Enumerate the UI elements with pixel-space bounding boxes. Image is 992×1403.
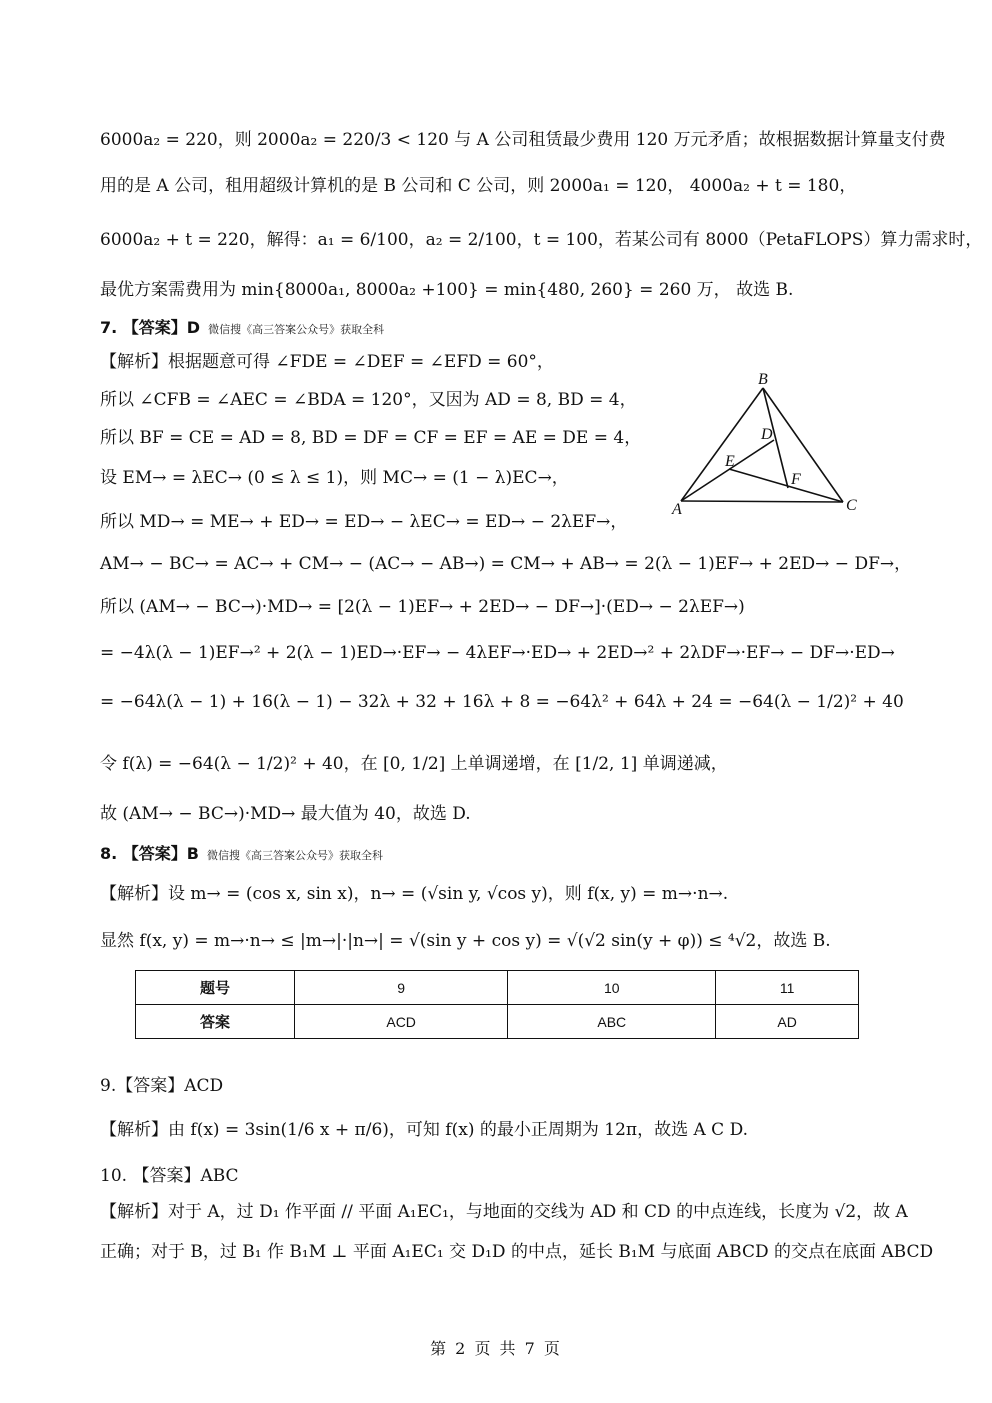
table-number-11: 11	[716, 971, 859, 1005]
text-line-2: 用的是 A 公司，租用超级计算机的是 B 公司和 C 公司，则 2000a₁ = 120， 4000a₂ + t = 180，	[100, 176, 857, 196]
q7-step-1: 【解析】根据题意可得 ∠FDE = ∠DEF = ∠EFD = 60°，	[100, 352, 554, 372]
q7-step-9: = −64λ(λ − 1) + 16(λ − 1) − 32λ + 32 + 16λ + 8 = −64λ² + 64λ + 24 = −64(λ − 1/2)² + 40	[100, 692, 904, 712]
q7-step-10: 令 f(λ) = −64(λ − 1/2)² + 40，在 [0, 1/2] 上单调递增，在 [1/2, 1] 单调递减，	[100, 754, 728, 774]
q8-step-2: 显然 f(x, y) = m→·n→ ≤ |m→|·|n→| = √(sin y + cos y) = √(√2 sin(y + φ)) ≤ ⁴√2，故选 B.	[100, 931, 831, 951]
q8-step-1: 【解析】设 m→ = (cos x, sin x)，n→ = (√sin y, √cos y)，则 f(x, y) = m→·n→.	[100, 884, 729, 904]
edge-bc	[763, 388, 843, 502]
table-answer-label: 答案	[136, 1005, 295, 1039]
label-b: B	[758, 371, 768, 388]
q7-step-4: 设 EM→ = λEC→ (0 ≤ λ ≤ 1)，则 MC→ = (1 − λ)EC→，	[100, 468, 569, 488]
q7-note: 微信搜《高三答案公众号》获取全科	[208, 323, 385, 336]
segment-ad	[681, 440, 774, 501]
q10-answer: 10. 【答案】ABC	[100, 1166, 239, 1186]
label-f: F	[791, 471, 801, 488]
label-c: C	[846, 497, 857, 514]
q7-step-8: = −4λ(λ − 1)EF→² + 2(λ − 1)ED→·EF→ − 4λEF→·ED→ + 2ED→² + 2λDF→·EF→ − DF→·ED→	[100, 643, 895, 663]
table-row	[136, 1005, 859, 1039]
text-line-3: 6000a₂ + t = 220，解得：a₁ = 6/100，a₂ = 2/100，t = 100，若某公司有 8000（PetaFLOPS）算力需求时，	[100, 230, 983, 250]
q10-step-1: 【解析】对于 A，过 D₁ 作平面 // 平面 A₁EC₁，与地面的交线为 AD 和 CD 的中点连线，长度为 √2，故 A	[100, 1202, 908, 1222]
table-number-9: 9	[295, 971, 508, 1005]
text-line-4: 最优方案需费用为 min{8000a₁, 8000a₂ +100} = min{480, 260} = 260 万， 故选 B.	[100, 280, 794, 300]
triangle-figure	[668, 368, 868, 518]
table-number-10: 10	[508, 971, 716, 1005]
table-row	[136, 971, 859, 1005]
page-footer: 第 2 页 共 7 页	[430, 1339, 562, 1358]
q9-answer: 9.【答案】ACD	[100, 1076, 224, 1096]
label-a: A	[672, 501, 682, 518]
q7-step-2: 所以 ∠CFB = ∠AEC = ∠BDA = 120°，又因为 AD = 8, BD = 4，	[100, 390, 637, 410]
label-d: D	[761, 426, 773, 443]
text-line-1: 6000a₂ = 220，则 2000a₂ = 220/3 < 120 与 A 公司租赁最少费用 120 万元矛盾；故根据数据计算量支付费	[100, 130, 946, 150]
q10-step-2: 正确；对于 B，过 B₁ 作 B₁M ⊥ 平面 A₁EC₁ 交 D₁D 的中点，延长 B₁M 与底面 ABCD 的交点在底面 ABCD	[100, 1242, 934, 1262]
q7-step-7: 所以 (AM→ − BC→)·MD→ = [2(λ − 1)EF→ + 2ED→ − DF→]·(ED→ − 2λEF→)	[100, 597, 745, 617]
segment-ec	[729, 469, 843, 502]
table-header-label: 题号	[136, 971, 295, 1005]
edge-ac	[681, 501, 843, 502]
answer-table	[135, 970, 859, 1039]
q7-step-11: 故 (AM→ − BC→)·MD→ 最大值为 40，故选 D.	[100, 804, 471, 824]
q8-answer: 8. 【答案】B	[100, 844, 199, 863]
table-answer-9: ACD	[295, 1005, 508, 1039]
q8-answer-line	[100, 842, 896, 868]
q7-step-3: 所以 BF = CE = AD = 8, BD = DF = CF = EF = AE = DE = 4，	[100, 428, 642, 448]
q7-step-6: AM→ − BC→ = AC→ + CM→ − (AC→ − AB→) = CM→ + AB→ = 2(λ − 1)EF→ + 2ED→ − DF→，	[100, 554, 912, 574]
table-answer-11: AD	[716, 1005, 859, 1039]
table-answer-10: ABC	[508, 1005, 716, 1039]
q8-note: 微信搜《高三答案公众号》获取全科	[206, 849, 383, 862]
label-e: E	[725, 453, 735, 470]
q7-answer: 7. 【答案】D	[100, 318, 201, 337]
q9-step-1: 【解析】由 f(x) = 3sin(1/6 x + π/6)，可知 f(x) 的最小正周期为 12π，故选 A C D.	[100, 1120, 748, 1140]
q7-step-5: 所以 MD→ = ME→ + ED→ = ED→ − λEC→ = ED→ − 2λEF→，	[100, 512, 628, 532]
q7-answer-line	[100, 316, 896, 342]
edge-ab	[681, 388, 763, 501]
